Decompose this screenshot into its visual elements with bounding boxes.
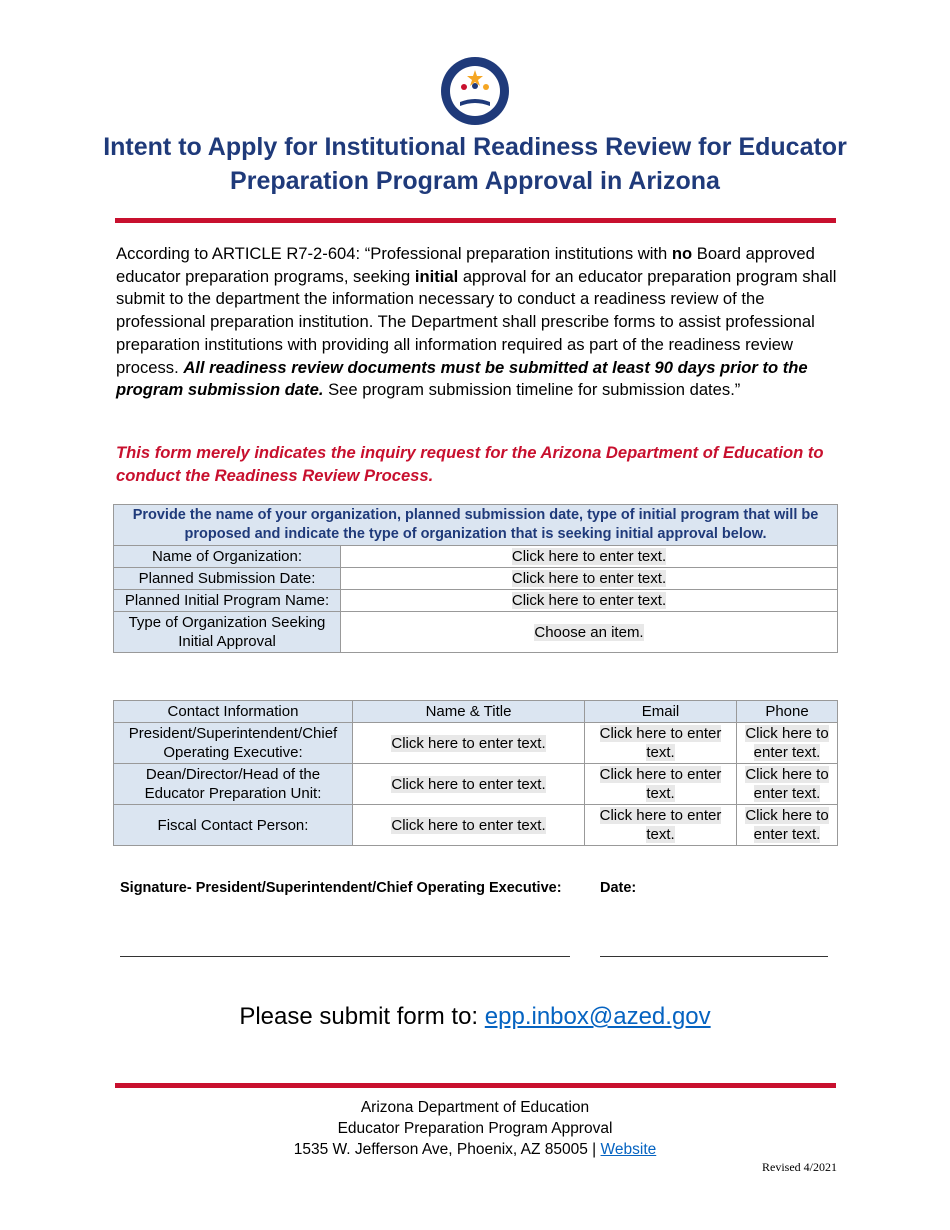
- organization-type-dropdown[interactable]: Choose an item.: [341, 612, 838, 653]
- contact-role: Fiscal Contact Person:: [114, 805, 353, 846]
- row-label: Type of Organization Seeking Initial Approval: [114, 612, 341, 653]
- contact-table: [113, 700, 838, 846]
- name-field[interactable]: Click here to enter text.: [353, 805, 585, 846]
- contact-role: President/Superintendent/Chief Operating Executive:: [114, 723, 353, 764]
- signature-label: Signature- President/Superintendent/Chief Operating Executive:: [120, 880, 562, 896]
- name-field[interactable]: Click here to enter text.: [353, 764, 585, 805]
- email-field[interactable]: Click here to enter text.: [585, 764, 737, 805]
- ade-logo: [440, 56, 510, 126]
- row-label: Planned Submission Date:: [114, 568, 341, 590]
- row-label: Planned Initial Program Name:: [114, 590, 341, 612]
- date-line[interactable]: [600, 942, 828, 957]
- phone-field[interactable]: Click here to enter text.: [737, 723, 838, 764]
- column-header: Name & Title: [353, 701, 585, 723]
- organization-name-field[interactable]: Click here to enter text.: [341, 546, 838, 568]
- contact-role: Dean/Director/Head of the Educator Preparation Unit:: [114, 764, 353, 805]
- website-link[interactable]: Website: [600, 1141, 657, 1158]
- divider: [115, 1083, 836, 1088]
- table-header: Provide the name of your organization, planned submission date, type of initial program that will be proposed and indicate the type of organization that is seeking initial approval below.: [114, 505, 838, 546]
- note: This form merely indicates the inquiry request for the Arizona Department of Education to conduct the Readiness Review Process.: [116, 443, 824, 485]
- organization-table: [113, 504, 838, 653]
- email-field[interactable]: Click here to enter text.: [585, 723, 737, 764]
- name-field[interactable]: Click here to enter text.: [353, 723, 585, 764]
- program-name-field[interactable]: Click here to enter text.: [341, 590, 838, 612]
- page-title: Intent to Apply for Institutional Readiness Review for Educator Preparation Program Approval in Arizona: [103, 133, 847, 195]
- row-label: Name of Organization:: [114, 546, 341, 568]
- submission-date-field[interactable]: Click here to enter text.: [341, 568, 838, 590]
- footer: Arizona Department of Education Educator Preparation Program Approval 1535 W. Jefferson Ave, Phoenix, AZ 85005 | Website: [293, 1099, 657, 1158]
- column-header: Email: [585, 701, 737, 723]
- phone-field[interactable]: Click here to enter text.: [737, 764, 838, 805]
- date-label: Date:: [600, 880, 637, 896]
- intro-paragraph: According to ARTICLE R7-2-604: “Professional preparation institutions with no Board approved educator preparation programs, seeking initial approval for an educator preparation program shall submit to the department the information necessary to conduct a readiness review of the professional preparation institution. The Department shall prescribe forms to assist professional preparation institutions with providing all information required as part of the readiness review process. All readiness review documents must be submitted at least 90 days prior to the program submission date. See program submission timeline for submission dates.”: [116, 244, 837, 400]
- column-header: Contact Information: [114, 701, 353, 723]
- column-header: Phone: [737, 701, 838, 723]
- email-link[interactable]: epp.inbox@azed.gov: [484, 1003, 711, 1030]
- email-field[interactable]: Click here to enter text.: [585, 805, 737, 846]
- submit-instruction: Please submit form to: epp.inbox@azed.gov: [239, 1003, 711, 1030]
- phone-field[interactable]: Click here to enter text.: [737, 805, 838, 846]
- revision-date: Revised 4/2021: [762, 1160, 837, 1174]
- signature-line[interactable]: [120, 942, 570, 957]
- divider: [115, 218, 836, 223]
